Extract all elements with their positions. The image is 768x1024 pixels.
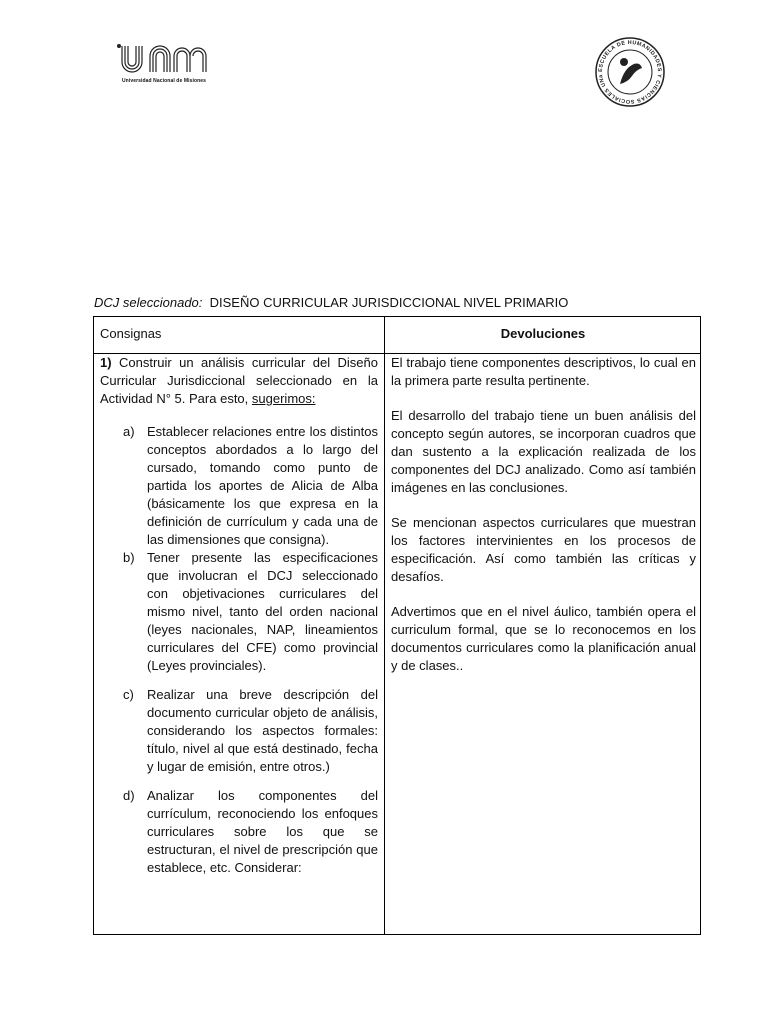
unam-logo <box>114 40 214 88</box>
item-letter: c) <box>123 687 134 702</box>
dcj-selection-line <box>94 295 568 310</box>
item-text: Establecer relaciones entre los distintos conceptos abordados a lo largo del cursado, tomando como punto de partida los aportes de Alicia de Alba (básicamente los que expresa en la definición de currículum y cada una de las dimensiones que consigna). <box>147 424 378 547</box>
item-text: Tener presente las especificaciones que involucran el DCJ seleccionado con objetivaciones curriculares del mismo nivel, tanto del orden nacional (leyes nacionales, NAP, lineamientos curriculares del CFE) como provincial (Leyes provinciales). <box>147 550 378 673</box>
unam-logo-caption: Universidad Nacional de Misiones <box>121 78 207 84</box>
consigna-item-c <box>100 686 378 776</box>
devolucion-paragraph: Advertimos que en el nivel áulico, también opera el curriculum formal, que se lo reconocemos en los documentos curriculares como la planificación anual y de clases.. <box>391 604 696 673</box>
item-letter: b) <box>123 550 135 565</box>
header-devoluciones: Devoluciones <box>500 326 586 341</box>
devolucion-paragraph: El trabajo tiene componentes descriptivos, lo cual en la primera parte resulta pertinente. <box>391 355 696 388</box>
consigna-item-a <box>100 423 378 549</box>
devolucion-paragraph: Se mencionan aspectos curriculares que muestran los factores intervinientes en los procesos de especificación. Así como también las críticas y desafíos. <box>391 515 696 584</box>
consigna-number: 1) <box>100 355 112 370</box>
devoluciones-cell <box>391 354 696 692</box>
humanidades-seal <box>590 32 670 112</box>
consigna-intro <box>100 354 378 408</box>
consignas-devoluciones-table <box>93 316 701 935</box>
consigna-item-b <box>100 549 378 675</box>
item-letter: d) <box>123 788 135 803</box>
dcj-label: DCJ seleccionado: <box>94 295 203 310</box>
item-text: Realizar una breve descripción del documento curricular objeto de análisis, considerando los aspectos formales: título, nivel al que está destinado, fecha y lugar de emisión, entre otros.) <box>147 687 378 774</box>
seal-caption: ESCUELA DE HUMANIDADES Y CIENCIAS SOCIALES UNa <box>597 39 663 105</box>
column-divider <box>384 317 385 934</box>
item-text: Analizar los componentes del currículum, reconociendo los enfoques curriculares sobre los que se estructuran, el nivel de prescripción que establece, etc. Considerar: <box>147 788 378 875</box>
consigna-sugerimos: sugerimos: <box>251 391 316 406</box>
devolucion-paragraph: El desarrollo del trabajo tiene un buen análisis del concepto según autores, se incorporan cuadros que dan sustento a la explicación realizada de los componentes del DCJ analizado. Como así también imágenes en las conclusiones. <box>391 408 696 495</box>
consignas-cell <box>100 354 378 877</box>
item-letter: a) <box>123 424 135 439</box>
dcj-value: DISEÑO CURRICULAR JURISDICCIONAL NIVEL PRIMARIO <box>209 295 569 310</box>
header-consignas: Consignas <box>100 326 162 341</box>
seal-mark <box>590 32 670 112</box>
consigna-intro-text: Construir un análisis curricular del Diseño Curricular Jurisdiccional seleccionado en la Actividad N° 5. Para esto, <box>100 355 378 406</box>
consigna-item-d <box>100 787 378 877</box>
unam-logo-mark <box>114 40 214 76</box>
